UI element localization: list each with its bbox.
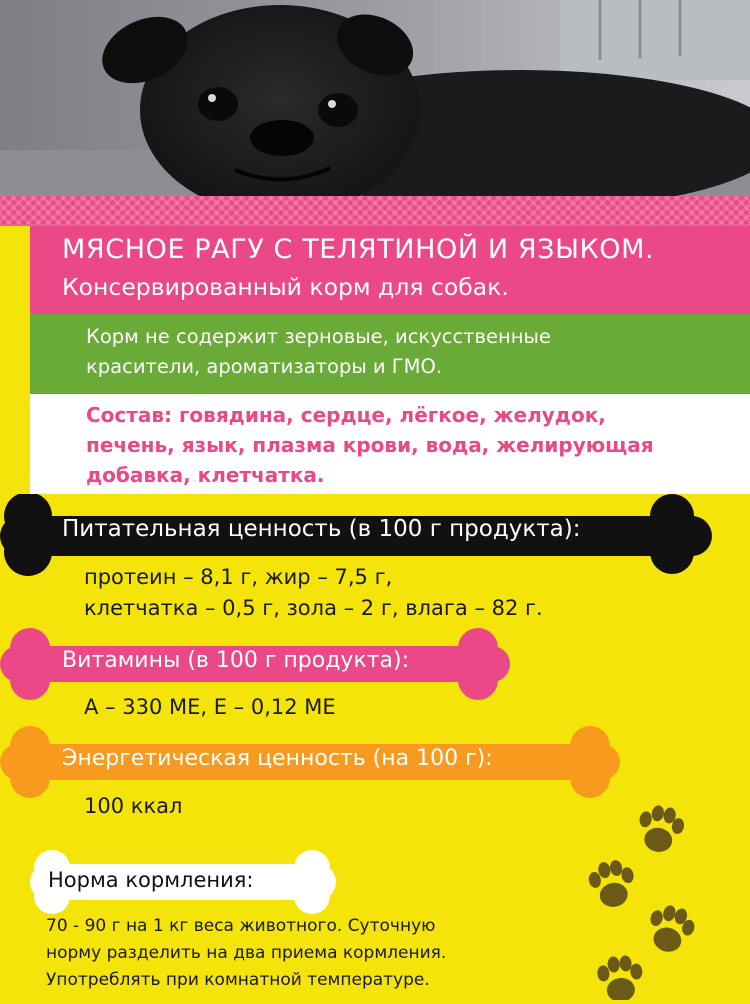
feeding-heading: Норма кормления: (48, 868, 254, 892)
paw-print-icon (635, 803, 687, 856)
energy-bone (0, 726, 620, 798)
composition-band (30, 394, 750, 494)
paw-print-icon (586, 857, 638, 910)
free-from-line-1: Корм не содержит зерновые, искусственные (86, 325, 551, 348)
energy-heading: Энергетическая ценность (на 100 г): (62, 746, 493, 771)
composition-line-2: печень, язык, плазма крови, вода, желирующая (86, 433, 654, 457)
pug-photo (0, 0, 750, 200)
paw-prints (560, 790, 730, 1004)
decorative-stripe (0, 196, 750, 226)
composition-line-3: добавка, клетчатка. (86, 463, 325, 487)
free-from-band (30, 314, 750, 394)
product-title: МЯСНОЕ РАГУ С ТЕЛЯТИНОЙ И ЯЗЫКОМ. (62, 234, 655, 265)
vitamins-bone (0, 628, 510, 700)
free-from-line-2: красители, ароматизаторы и ГМО. (86, 355, 443, 378)
nutrition-heading: Питательная ценность (в 100 г продукта): (62, 516, 581, 542)
nutrition-bone (0, 494, 712, 576)
feeding-line-1: 70 - 90 г на 1 кг веса животного. Суточную (46, 916, 436, 936)
vitamins-heading: Витамины (в 100 г продукта): (62, 648, 410, 673)
product-subtitle: Консервированный корм для собак. (62, 273, 509, 301)
feeding-line-3: Употреблять при комнатной температуре. (46, 970, 430, 990)
paw-print-icon (643, 901, 698, 957)
feeding-bone (30, 850, 336, 914)
feeding-line-2: норму разделить на два приема кормления. (46, 943, 447, 963)
vitamins-value: А – 330 МЕ, Е – 0,12 МЕ (84, 695, 336, 719)
nutrition-line-2: клетчатка – 0,5 г, зола – 2 г, влага – 82 г. (84, 596, 543, 620)
composition-line-1: Состав: говядина, сердце, лёгкое, желудок, (86, 403, 606, 427)
paw-print-icon (596, 954, 645, 1000)
energy-value: 100 ккал (84, 794, 183, 818)
header-band (30, 226, 750, 314)
nutrition-line-1: протеин – 8,1 г, жир – 7,5 г, (84, 565, 393, 589)
